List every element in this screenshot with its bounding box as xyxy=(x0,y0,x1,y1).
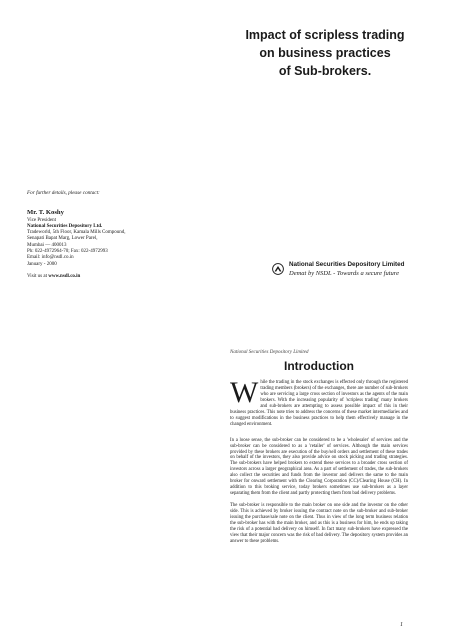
running-head: National Securities Depository Limited xyxy=(230,350,309,355)
drop-cap: W xyxy=(230,376,259,409)
contact-lead: For further details, please contact: xyxy=(27,190,100,196)
contact-address-3: Mumbai — 400013 xyxy=(27,242,67,248)
logo-name: National Securities Depository Limited xyxy=(289,261,405,268)
paragraph-3: The sub-broker is responsible to the main broker on one side and the investor on the other side. This is achieved by broker issuing the contract note on the sub-broker and sub-broker issuing the purchase/sale note on the client. Thus in view of the long term business relation the sub-broker has with the main broker, and as this is a business for him, he ends up taking the risk of a potential bad delivery on himself. In fact many sub-brokers have expressed the view that their major concern was the risk of bad delivery. The depository system provides an answer to these problems. xyxy=(230,503,408,544)
paragraph-2: In a loose sense, the sub-broker can be considered to be a 'wholesaler' of services and the sub-broker can be considered to as a 'retailer' of services. Although the main services provided by these brokers are execution of the buy/sell orders and settlement of these trades on behalf of the investors, they also provide advice on stock picking and trading strategies. The sub-brokers have helped brokers to extend these services to a broader cross section of investors across a larger geographical area. As a part of settlement of trades, the sub-brokers also collect the securities and funds from the investor and delivers the same to the main broker for onward settlement with the Clearing Corporation (CC)/Clearing House (CH). In addition to this broking service, today brokers sometimes use sub-brokers as a layer separating them from the client and partly protecting them from bad delivery problems. xyxy=(230,437,408,497)
title-line-2: on business practices xyxy=(259,46,391,60)
article-body xyxy=(230,376,408,551)
nsdl-logo xyxy=(272,260,442,282)
contact-email[interactable]: Email: info@nsdl.co.in xyxy=(27,255,74,261)
paragraph-1 xyxy=(230,376,408,428)
contact-phone: Ph: 022-4972964-70; Fax: 022-4972993 xyxy=(27,249,108,255)
contact-role: Vice President xyxy=(27,217,56,223)
contact-address-2: Senapati Bapat Marg, Lower Parel, xyxy=(27,236,98,242)
nsdl-logo-icon xyxy=(272,263,284,275)
contact-org: National Securities Depository Ltd. xyxy=(27,223,103,229)
contact-date: January - 2000 xyxy=(27,261,57,267)
logo-tagline: Demat by NSDL - Towards a secure future xyxy=(289,270,399,277)
title-line-1: Impact of scripless trading xyxy=(245,28,405,42)
visit-prefix: Visit us at xyxy=(27,273,47,279)
website-link[interactable]: www.nsdl.co.in xyxy=(48,273,81,279)
contact-name: Mr. T. Koshy xyxy=(27,209,64,217)
paragraph-1-text: hile the trading in the stock exchanges is effected only through the registered trading members (brokers) of the exchanges, there are number of sub-brokers who are servicing a large cross section of investors as the agents of the main brokers. With the increasing popularity of 'scripless trading' many brokers and sub-brokers are attempting to assess possible impact of this in their business practices. This note tries to address the concerns of these market intermediaries and to suggest modifications in the business practices to help them effectively manage in the changed environment. xyxy=(230,380,408,427)
contact-block xyxy=(27,190,217,280)
title-line-3: of Sub-brokers. xyxy=(278,64,372,78)
page-number: 1 xyxy=(400,622,403,628)
contact-visit xyxy=(27,274,217,280)
document-title xyxy=(230,26,420,80)
section-heading: Introduction xyxy=(284,359,354,373)
contact-address-1: Tradeworld, 5th Floor, Kamala Mills Compound, xyxy=(27,230,126,236)
